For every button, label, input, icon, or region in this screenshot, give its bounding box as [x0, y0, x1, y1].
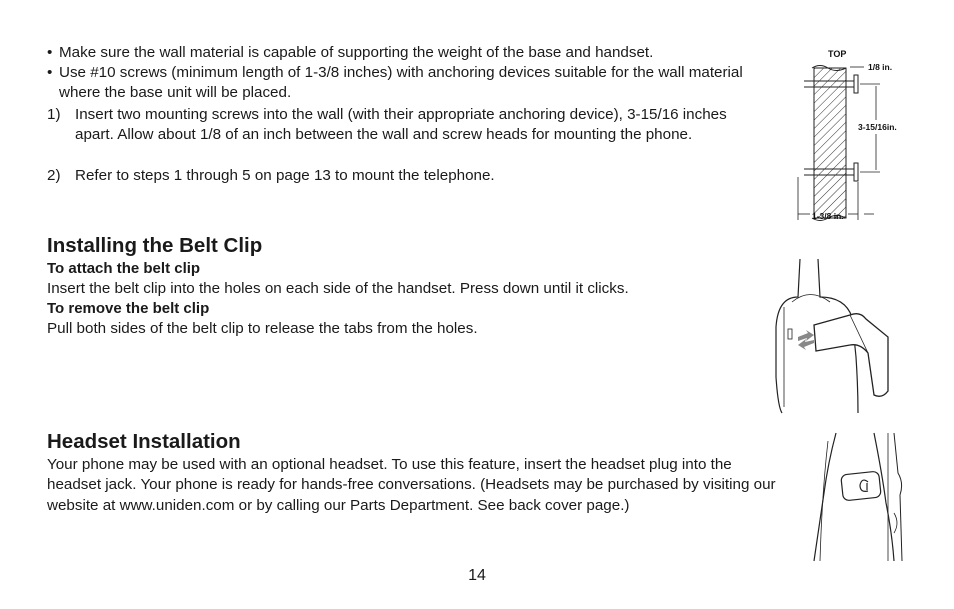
bullet-mark: • [47, 64, 53, 81]
remove-belt-clip-text: Pull both sides of the belt clip to release the tabs from the holes. [47, 320, 478, 337]
diagram-length-label: 1-3/8 in. [812, 211, 844, 221]
bullet-text: Make sure the wall material is capable of supporting the weight of the base and handset. [59, 44, 654, 61]
wall-screw-diagram [790, 42, 897, 227]
headset-text: Your phone may be used with an optional headset. To use this feature, insert the headset plug into the headset jack. Your phone is ready for hands-free conversations. (Headsets may be purchased by visiting our website at www.uniden.com or by calling our Parts Department. See back cover page.) [47, 456, 776, 514]
headset-jack-cover [841, 471, 882, 501]
arrow-in-icon [798, 330, 814, 341]
diagram-spacing-label: 3-15/16in. [858, 122, 897, 132]
step-number: 2) [47, 167, 61, 184]
step-text: Insert two mounting screws into the wall (with their appropriate anchoring device), 3-15/16 inches apart. Allow about 1/8 of an inch between the wall and screw heads for mounting the phone. [75, 106, 727, 144]
headset-heading: Headset Installation [47, 430, 241, 453]
attach-belt-clip-text: Insert the belt clip into the holes on each side of the handset. Press down until it clicks. [47, 280, 629, 297]
belt-clip-illustration [770, 257, 890, 415]
wall-section [814, 68, 846, 218]
headset-jack-illustration [808, 433, 908, 563]
belt-clip-heading: Installing the Belt Clip [47, 234, 263, 257]
page-number: 14 [468, 567, 486, 584]
step-text: Refer to steps 1 through 5 on page 13 to mount the telephone. [75, 167, 495, 184]
bullet-mark: • [47, 44, 53, 61]
arrow-out-icon [798, 339, 814, 350]
diagram-gap-label: 1/8 in. [868, 62, 893, 72]
belt-clip-shape [814, 314, 888, 397]
attach-belt-clip-subheading: To attach the belt clip [47, 260, 201, 277]
diagram-top-label: TOP [828, 49, 847, 59]
bullet-text: Use #10 screws (minimum length of 1-3/8 inches) with anchoring devices suitable for the wall material where the base unit will be placed. [59, 64, 743, 102]
remove-belt-clip-subheading: To remove the belt clip [47, 300, 210, 317]
step-number: 1) [47, 106, 61, 123]
